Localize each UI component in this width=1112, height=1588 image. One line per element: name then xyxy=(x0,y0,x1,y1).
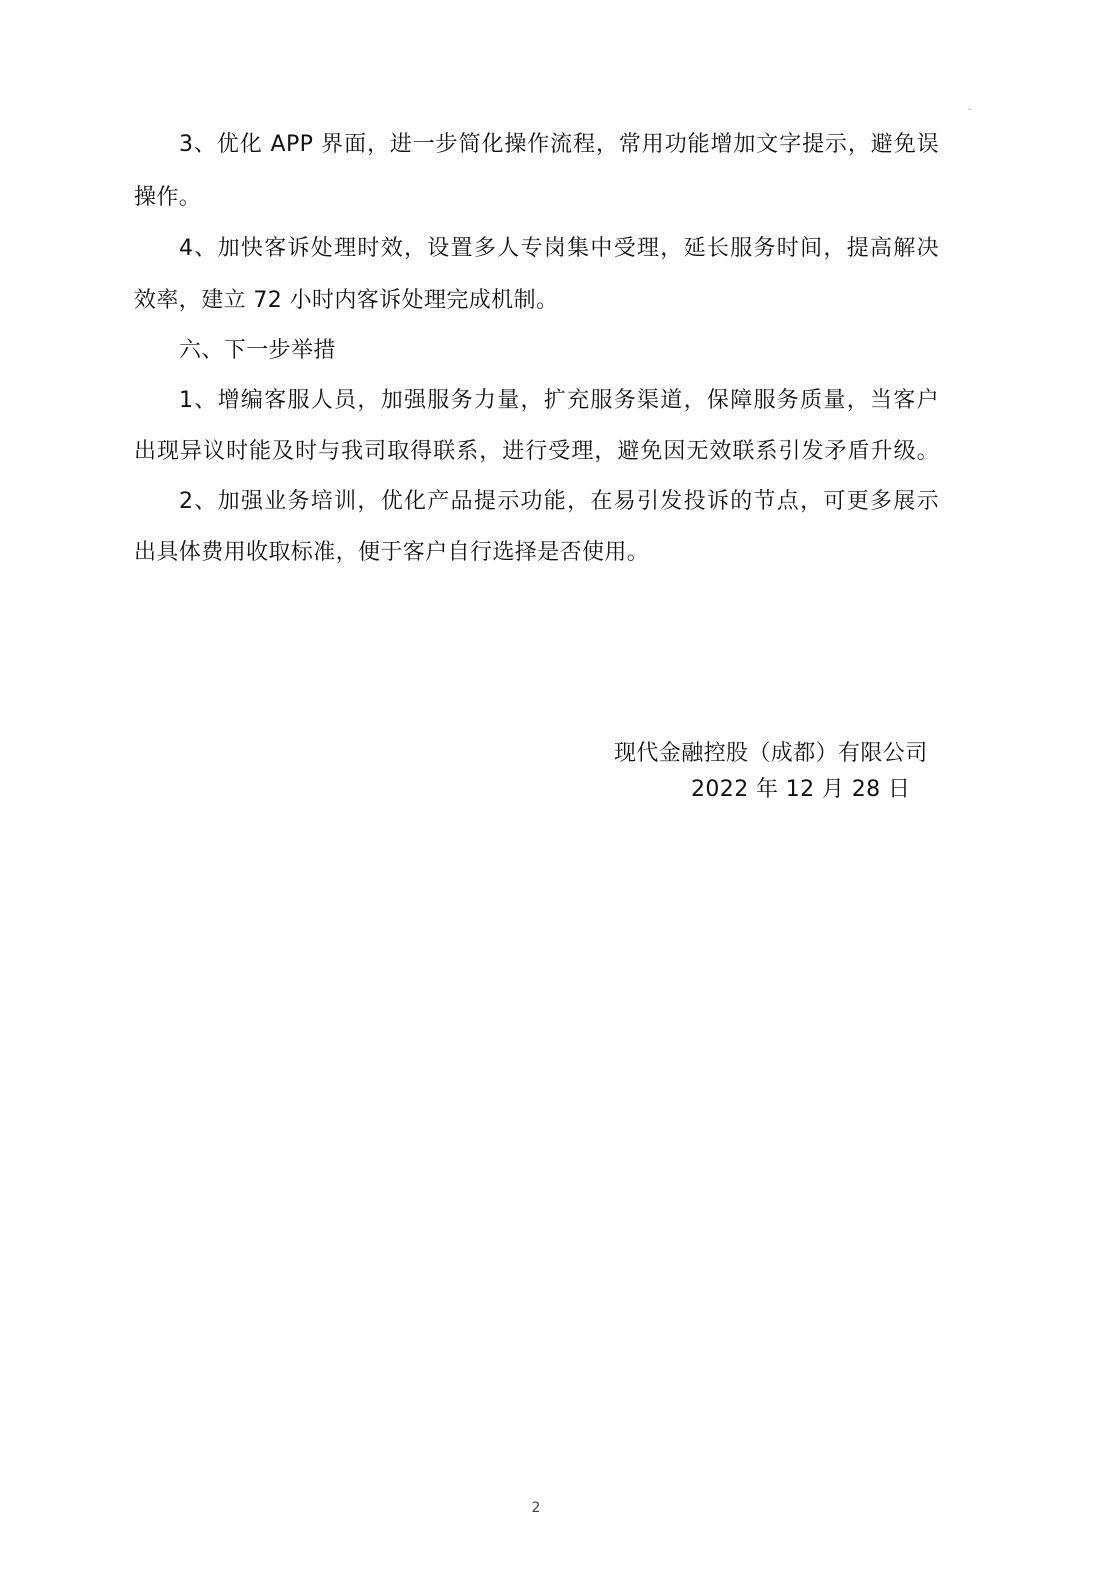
paragraph-3-line-2: 操作。 xyxy=(134,185,202,210)
next-step-1-line-2: 出现异议时能及时与我司取得联系，进行受理，避免因无效联系引发矛盾升级。 xyxy=(134,439,939,464)
paragraph-3-line-1: 3、优化 APP 界面，进一步简化操作流程，常用功能增加文字提示，避免误 xyxy=(179,132,939,157)
next-step-1-line-1: 1、增编客服人员，加强服务力量，扩充服务渠道，保障服务质量，当客户 xyxy=(179,388,939,413)
next-step-2-line-1: 2、加强业务培训，优化产品提示功能，在易引发投诉的节点，可更多展示 xyxy=(179,489,939,514)
next-step-2-line-2: 出具体费用收取标准，便于客户自行选择是否使用。 xyxy=(134,540,650,565)
corner-mark: - xyxy=(968,104,972,115)
signature-date: 2022 年 12 月 28 日 xyxy=(691,777,911,802)
signature-company: 现代金融控股（成都）有限公司 xyxy=(614,741,928,766)
document-body xyxy=(134,132,944,572)
section-heading-next-steps: 六、下一步举措 xyxy=(179,338,336,363)
page-number: 2 xyxy=(531,1500,541,1516)
paragraph-4-line-2: 效率，建立 72 小时内客诉处理完成机制。 xyxy=(134,288,559,313)
paragraph-4-line-1: 4、加快客诉处理时效，设置多人专岗集中受理，延长服务时间，提高解决 xyxy=(179,236,939,261)
